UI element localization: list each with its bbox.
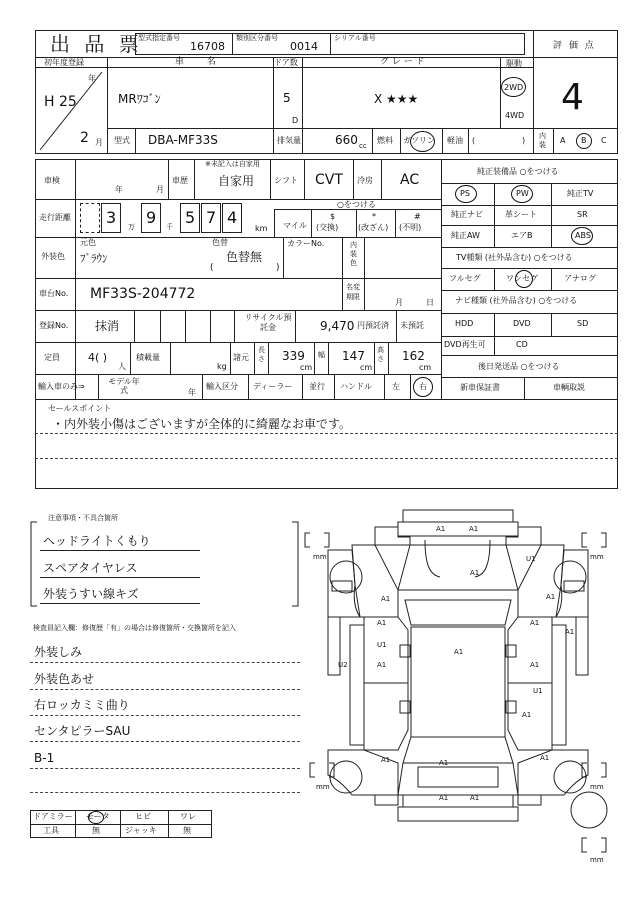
chassis-label: 車台No.	[39, 289, 69, 298]
inspector-item: センタピラーSAU	[34, 724, 131, 738]
equip-abs-circle	[571, 227, 593, 245]
unrecorded-note: ※未記入は自家用	[205, 160, 260, 168]
int-a: A	[560, 136, 566, 145]
diagram-mark: A1	[470, 794, 480, 802]
mile-unit: マイル	[283, 221, 307, 230]
length: 339	[282, 349, 305, 363]
reg-year: H 25	[44, 94, 77, 110]
equip-sr: SR	[577, 210, 588, 219]
tv-oneseg-circle	[515, 270, 533, 288]
tv-analog: アナログ	[564, 274, 596, 283]
drive-label: 駆動	[506, 59, 522, 68]
chassis-no: MF33S-204772	[90, 286, 196, 302]
history: 自家用	[218, 174, 255, 188]
height: 162	[402, 349, 425, 363]
class-no: 0014	[290, 40, 318, 53]
navi-hdd: HDD	[455, 319, 474, 328]
diagram-mark: A1	[381, 756, 391, 764]
note-item: ヘッドライトくもり	[43, 534, 151, 548]
width: 147	[342, 349, 365, 363]
equip-ps-circle	[455, 185, 477, 203]
history-label: 車歴	[172, 176, 188, 185]
inspector-item: 右ロッカミミ曲り	[34, 698, 130, 712]
person-unit: 人	[118, 362, 126, 371]
car-name: MRﾜｺﾞﾝ	[118, 92, 161, 106]
orig-color: ﾌﾞﾗｳﾝ	[80, 252, 108, 265]
name-change-label: 名変期限	[346, 283, 360, 301]
tools-value: 無	[92, 826, 100, 835]
mileage-label: 走行距離	[39, 213, 71, 222]
manual: 車輌取説	[553, 383, 585, 392]
handle-left: 左	[392, 382, 400, 391]
mark-exchange: (交換)	[316, 223, 339, 232]
handle-right-circle	[413, 377, 433, 397]
mirror-motor-circle	[88, 811, 104, 824]
insp-month-unit: 月	[156, 185, 164, 194]
fuel-diesel: 軽油	[447, 136, 463, 145]
mileage-d3: 5	[185, 208, 196, 227]
mark-altered: (改ざん)	[358, 223, 389, 232]
tv-fullseg: フルセグ	[449, 274, 481, 283]
diagram-mark: A1	[530, 661, 540, 669]
diagram-mark: A1	[469, 525, 479, 533]
mileage-slot	[80, 203, 100, 233]
navi-type-title: ナビ種類 (社外品含む) ○をつける	[455, 296, 578, 305]
int-b: B	[581, 136, 587, 145]
equip-ps: PS	[460, 189, 470, 198]
equip-airbag: エアB	[511, 231, 533, 240]
import-label: 輸入車のみ⇒	[38, 382, 85, 391]
displacement: 660	[335, 133, 358, 147]
diagram-mark: A1	[439, 759, 449, 767]
nc-day: 日	[426, 298, 434, 307]
parallel: 並行	[309, 382, 325, 391]
dims-label: 諸元	[233, 353, 249, 362]
paren-open: (	[210, 263, 214, 273]
type-label: 型式	[114, 136, 130, 145]
diagram-mark: A1	[377, 619, 387, 627]
paren-close: )	[522, 136, 526, 145]
inspector-label: 検査員記入欄：修復歴「有」の場合は修復箇所・交換箇所を記入	[33, 624, 236, 632]
mileage-d4: 7	[206, 208, 217, 227]
equip-leather: 革シート	[505, 210, 537, 219]
fuel-circle	[410, 131, 435, 152]
recycle-amount: 9,470	[320, 319, 355, 333]
diagram-mark: A1	[381, 595, 391, 603]
diagram-mark: A1	[377, 661, 387, 669]
capacity: 4( )	[88, 351, 108, 364]
navi-sd: SD	[577, 319, 589, 328]
ac: AC	[400, 172, 420, 188]
equip-navi: 純正ナビ	[451, 210, 483, 219]
mark-unknown: (不明)	[399, 223, 422, 232]
diagram-mark: A1	[436, 525, 446, 533]
score-label: 評 価 点	[553, 41, 596, 51]
height-label: 高さ	[377, 346, 384, 363]
mark-hash: #	[414, 212, 421, 221]
mark-dollar: $	[330, 212, 336, 221]
load-label: 積載量	[136, 353, 160, 362]
diagram-mark: A1	[540, 754, 550, 762]
regno-label: 登録No.	[39, 321, 69, 330]
month-unit: 月	[95, 138, 103, 147]
kg-unit: kg	[217, 362, 227, 371]
disp-label: 排気量	[277, 136, 301, 145]
next-day-title: 後日発送品 ○をつける	[478, 362, 560, 371]
inspector-item: B-1	[34, 751, 55, 765]
man-unit: 万	[128, 223, 135, 231]
disp-unit: cc	[359, 142, 367, 150]
mark-star: *	[372, 212, 376, 221]
int-color-label: 内装色	[350, 241, 357, 267]
diagram-mark: A1	[454, 648, 464, 656]
capacity-label: 定員	[44, 353, 60, 362]
color-no-label: カラーNo.	[287, 239, 325, 248]
drive-2wd: 2WD	[504, 83, 524, 92]
drive-4wd: 4WD	[505, 111, 525, 120]
int-b-circle	[576, 133, 592, 149]
inspector-item: 外装色あせ	[34, 672, 95, 686]
mileage-circle-note: ○をつける	[337, 200, 376, 209]
shift: CVT	[315, 172, 343, 188]
int-c: C	[601, 136, 607, 145]
mirror-break: ワレ	[180, 812, 196, 821]
model-type: DBA-MF33S	[148, 133, 218, 147]
ac-label: 冷房	[357, 176, 373, 185]
car-damage-diagram	[300, 505, 620, 865]
serial-label: シリアル番号	[334, 34, 376, 42]
diagram-mark: U1	[533, 687, 543, 695]
diagram-mark: U1	[526, 555, 536, 563]
jack-label: ジャッキ	[125, 826, 157, 835]
inspector-item: 外装しみ	[34, 645, 83, 659]
first-reg-label: 初年度登録	[44, 58, 84, 67]
note-item: スペアタイヤレス	[43, 561, 138, 575]
mileage-d2: 9	[146, 208, 157, 227]
model-year-label: モデル年式	[108, 377, 140, 395]
tv-oneseg: ワンセグ	[506, 274, 538, 283]
form-title: 出 品 票	[50, 32, 143, 56]
model-year-unit: 年	[188, 388, 196, 397]
interior-label: 内装	[539, 132, 546, 149]
diagram-mark: A1	[522, 711, 532, 719]
nc-month: 月	[395, 298, 403, 307]
tv-type-title: TV種類 (社外品含む) ○をつける	[456, 253, 573, 262]
fuel-label: 燃料	[377, 136, 393, 145]
color-change-label: 色替	[212, 238, 228, 247]
diagram-mark: A1	[530, 619, 540, 627]
class-no-label: 類別区分番号	[236, 34, 278, 42]
cm-unit: cm	[300, 363, 313, 372]
unpaid-label: 未預託	[400, 321, 424, 330]
equip-pw-circle	[511, 185, 533, 203]
drive-2wd-circle	[501, 77, 526, 97]
tools-label: 工具	[43, 826, 59, 835]
cm-unit: cm	[360, 363, 373, 372]
handle-label: ハンドル	[340, 382, 372, 391]
dealer: ディーラー	[253, 382, 293, 391]
recycle-unit: 円預託済	[357, 321, 389, 330]
mileage-d1: 3	[106, 208, 117, 227]
mirror-label: ドアミラー	[33, 812, 73, 821]
km-unit: km	[255, 224, 268, 233]
diagram-mark: U2	[338, 661, 348, 669]
reg-month: 2	[80, 130, 89, 146]
insp-year-unit: 年	[115, 185, 123, 194]
equip-tv: 純正TV	[567, 189, 594, 198]
diagram-mark: A1	[565, 628, 575, 636]
jack-value: 無	[183, 826, 191, 835]
doors: 5	[283, 91, 291, 105]
cm-unit: cm	[419, 363, 432, 372]
equip-title: 純正装備品 ○をつける	[477, 167, 559, 176]
diagram-mark: U1	[377, 641, 387, 649]
sales-text: ・内外装小傷はございますが全体的に綺麗なお車です。	[52, 417, 352, 431]
orig-color-label: 元色	[80, 238, 96, 247]
sen-unit: 千	[166, 223, 173, 231]
mirror-motor: モータ	[86, 812, 110, 821]
color-changed: 色替無	[226, 250, 263, 264]
paren-open: (	[472, 136, 476, 145]
equip-pw: PW	[516, 189, 529, 198]
mirror-crack: ヒビ	[135, 812, 151, 821]
navi-cd: CD	[516, 340, 528, 349]
navi-dvd: DVD	[513, 319, 531, 328]
sales-label: セールスポイント	[48, 404, 112, 413]
mm-unit: mm	[590, 783, 604, 791]
handle-right: 右	[419, 382, 427, 391]
width-label: 幅	[318, 351, 325, 359]
fuel-gasoline: ガソリン	[403, 136, 435, 145]
inspection-label: 車検	[44, 176, 60, 185]
model-no-label: 型式指定番号	[138, 34, 180, 42]
door-type: D	[292, 116, 299, 125]
car-name-label: 車 名	[175, 57, 226, 67]
color-label: 外装色	[41, 252, 65, 261]
warranty: 新車保証書	[460, 383, 500, 392]
mileage-d5: 4	[227, 208, 238, 227]
doors-label: ドア数	[274, 58, 298, 67]
grade-label: グ レ ー ド	[380, 57, 425, 67]
mm-unit: mm	[313, 553, 327, 561]
score-value: 4	[561, 77, 584, 118]
import-class-label: 輸入区分	[206, 382, 238, 391]
recycle-label: リサイクル預託金	[244, 313, 292, 332]
note-item: 外装うすい線キズ	[43, 587, 139, 601]
len-label: 長さ	[258, 346, 265, 363]
equip-abs: ABS	[575, 231, 591, 240]
mm-unit: mm	[590, 553, 604, 561]
paren-close: )	[276, 263, 280, 273]
navi-dvd-play: DVD再生可	[444, 340, 486, 349]
grade: X ★★★	[374, 92, 419, 106]
diagram-mark: A1	[439, 794, 449, 802]
equip-aw: 純正AW	[451, 231, 480, 240]
shift-label: シフト	[274, 176, 298, 185]
notes-label: 注意事項・不具合箇所	[48, 514, 118, 522]
mm-unit: mm	[316, 783, 330, 791]
diagram-mark: A1	[470, 569, 480, 577]
diagram-mark: A1	[546, 593, 556, 601]
regno: 抹消	[95, 319, 120, 333]
year-unit: 年	[88, 74, 96, 83]
model-no: 16708	[190, 40, 225, 53]
mm-unit: mm	[590, 856, 604, 864]
